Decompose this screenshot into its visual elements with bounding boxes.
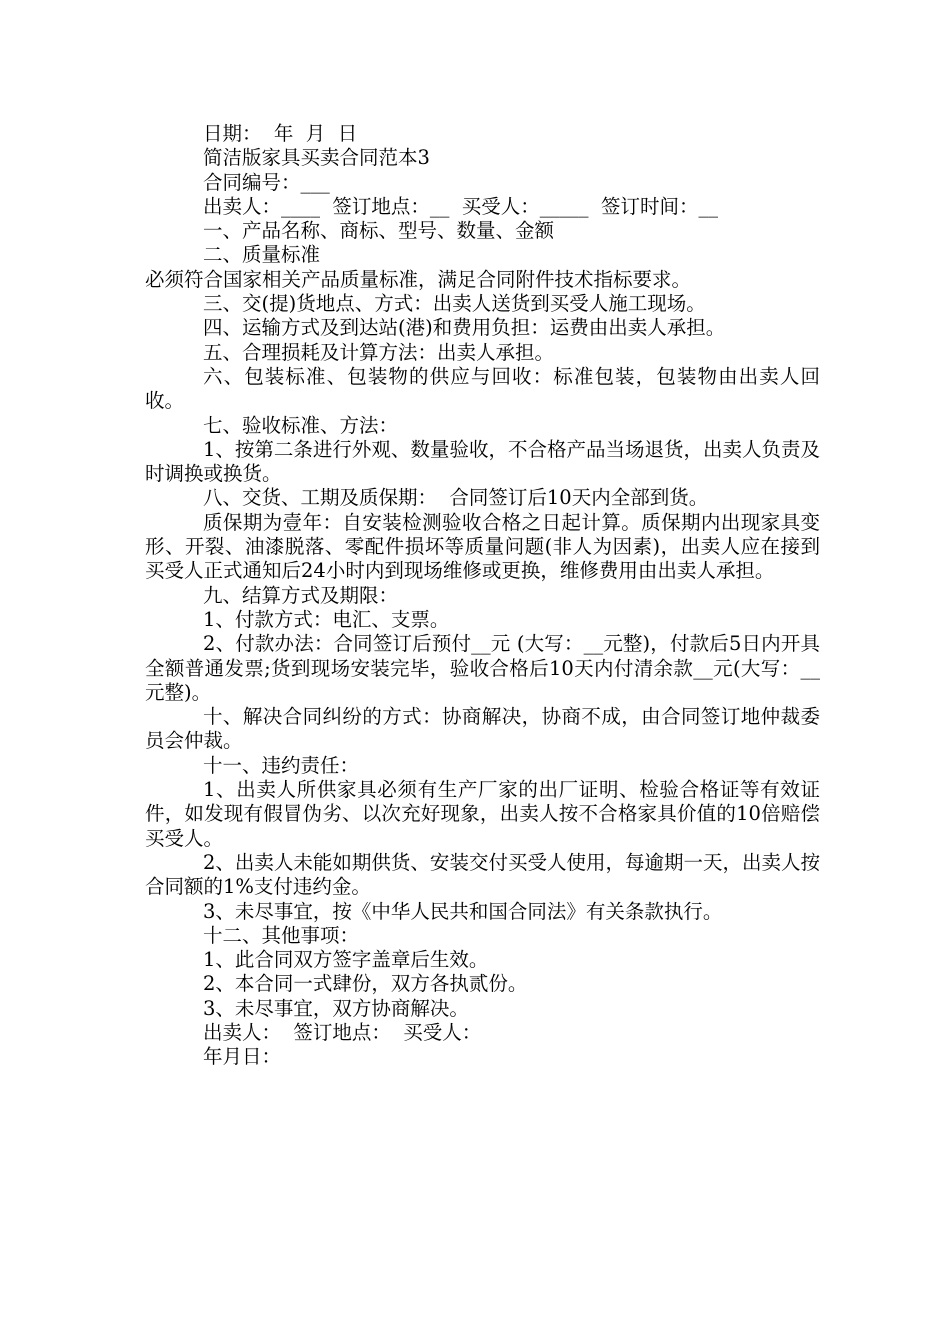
section-2-heading: 二、质量标准 [203, 243, 321, 267]
document-page [145, 122, 820, 1070]
warranty-paragraph: 质保期为壹年：自安装检测验收合格之日起计算。质保期内出现家具变形、开裂、油漆脱落、零配件损坏等质量问题(非人为因素)，出卖人应在接到买受人正式通知后24小时内到现场维修或更换，维修费用由出卖人承担。 [145, 510, 820, 583]
signature-line: 出卖人： 签订地点： 买受人： [203, 1020, 482, 1044]
quality-standard-text: 必须符合国家相关产品质量标准，满足合同附件技术指标要求。 [145, 267, 692, 291]
section-12-item-2: 2、本合同一式肆份，双方各执贰份。 [203, 972, 528, 996]
signature-date: 年月日： [203, 1045, 282, 1069]
section-11-item-3: 3、未尽事宜，按《中华人民共和国合同法》有关条款执行。 [203, 899, 723, 923]
section-1-heading: 一、产品名称、商标、型号、数量、金额 [203, 219, 555, 243]
section-9-item-2: 2、付款办法：合同签订后预付__元 (大写：__元整)，付款后5日内开具全额普通发票;货到现场安装完毕，验收合格后10天内付清余款__元(大写：__元整)。 [145, 632, 820, 704]
section-11-heading: 十一、违约责任： [203, 753, 360, 777]
date-line: 日期： 年 月 日 [203, 122, 358, 145]
section-9-heading: 九、结算方式及期限： [203, 583, 399, 607]
section-7-item-1: 1、按第二条进行外观、数量验收，不合格产品当场退货，出卖人负责及时调换或换货。 [145, 437, 820, 486]
section-9-item-1: 1、付款方式：电汇、支票。 [203, 607, 450, 631]
section-12-heading: 十二、其他事项： [203, 923, 360, 947]
section-6: 六、包装标准、包装物的供应与回收：标准包装，包装物由出卖人回收。 [145, 364, 820, 413]
section-12-item-1: 1、此合同双方签字盖章后生效。 [203, 948, 489, 972]
section-10: 十、解决合同纠纷的方式：协商解决，协商不成，由合同签订地仲裁委员会仲裁。 [145, 705, 820, 753]
section-5: 五、合理损耗及计算方法：出卖人承担。 [203, 340, 555, 364]
contract-number: 合同编号：___ [203, 170, 330, 194]
section-12-item-3: 3、未尽事宜，双方协商解决。 [203, 996, 469, 1020]
section-11-item-1: 1、出卖人所供家具必须有生产厂家的出厂证明、检验合格证等有效证件，如发现有假冒伪劣、以次充好现象，出卖人按不合格家具价值的10倍赔偿买受人。 [145, 778, 820, 850]
section-8-heading: 八、交货、工期及质保期： 合同签订后10天内全部到货。 [203, 486, 709, 510]
section-4: 四、运输方式及到达站(港)和费用负担：运费由出卖人承担。 [203, 316, 726, 340]
section-3: 三、交(提)货地点、方式：出卖人送货到买受人施工现场。 [203, 292, 706, 316]
section-7-heading: 七、验收标准、方法： [203, 413, 399, 437]
document-title: 简洁版家具买卖合同范本3 [203, 146, 430, 170]
parties-line: 出卖人：____ 签订地点：__ 买受人：_____ 签订时间：__ [203, 194, 718, 218]
section-11-item-2: 2、出卖人未能如期供货、安装交付买受人使用，每逾期一天，出卖人按合同额的1%支付违约金。 [145, 850, 820, 899]
